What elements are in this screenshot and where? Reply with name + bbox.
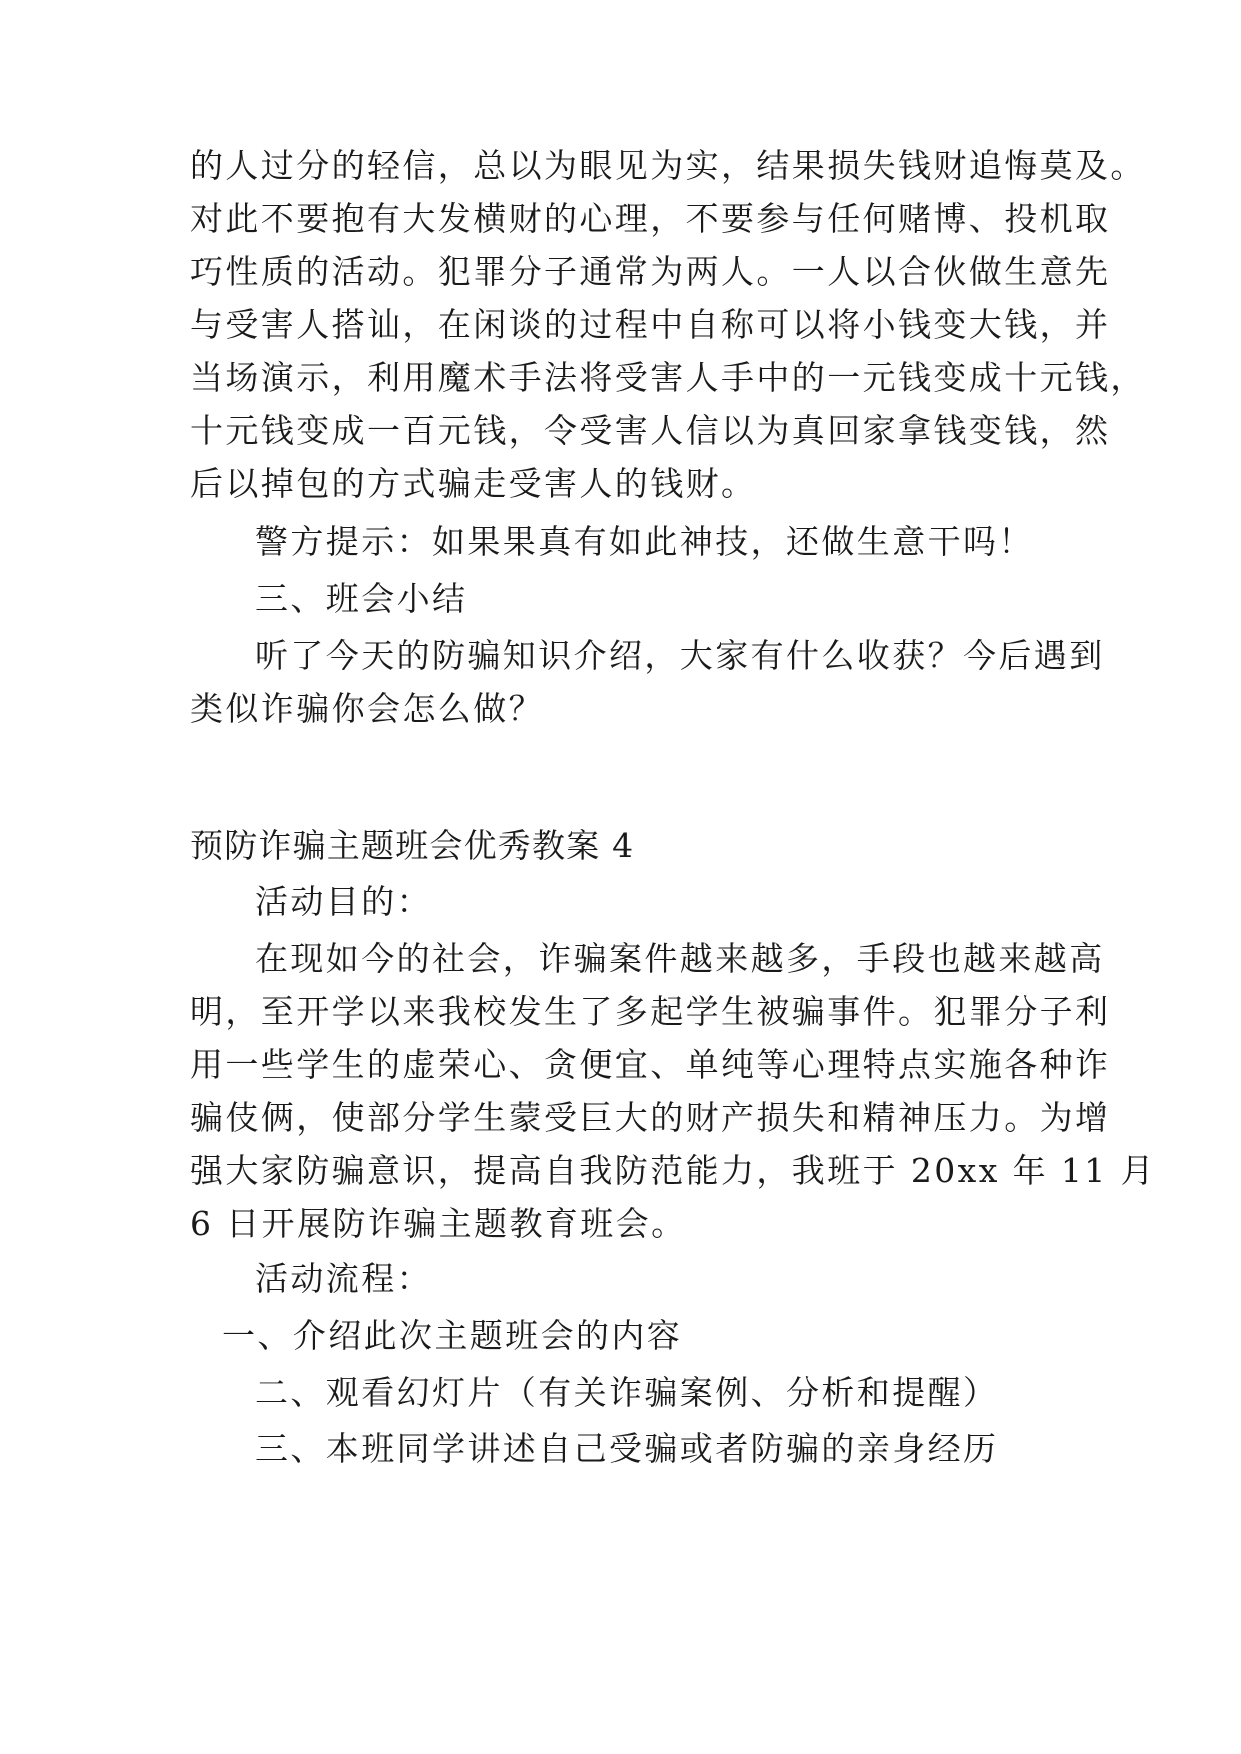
list-item: 三、本班同学讲述自己受骗或者防骗的亲身经历	[255, 1429, 999, 1468]
police-tip: 警方提示：如果果真有如此神技，还做生意干吗！	[255, 522, 1034, 561]
list-item: 一、介绍此次主题班会的内容	[222, 1316, 683, 1355]
paragraph-line: 当场演示，利用魔术手法将受害人手中的一元钱变成十元钱，	[190, 358, 1146, 397]
paragraph-line: 的人过分的轻信，总以为眼见为实，结果损失钱财追悔莫及。	[190, 146, 1146, 185]
paragraph-line: 后以掉包的方式骗走受害人的钱财。	[190, 464, 757, 503]
document-title: 预防诈骗主题班会优秀教案 4	[190, 826, 635, 865]
section-heading: 活动目的：	[255, 882, 432, 921]
paragraph-line: 类似诈骗你会怎么做？	[190, 689, 544, 728]
paragraph-line: 听了今天的防骗知识介绍，大家有什么收获？今后遇到	[255, 636, 1105, 675]
paragraph-line: 强大家防骗意识，提高自我防范能力，我班于 20xx 年 11 月	[190, 1151, 1156, 1190]
paragraph-line: 巧性质的活动。犯罪分子通常为两人。一人以合伙做生意先	[190, 252, 1111, 291]
list-item: 二、观看幻灯片（有关诈骗案例、分析和提醒）	[255, 1373, 999, 1412]
section-heading: 活动流程：	[255, 1259, 432, 1298]
paragraph-line: 对此不要抱有大发横财的心理，不要参与任何赌博、投机取	[190, 199, 1111, 238]
paragraph-line: 与受害人搭讪，在闲谈的过程中自称可以将小钱变大钱，并	[190, 305, 1111, 344]
paragraph-line: 用一些学生的虚荣心、贪便宜、单纯等心理特点实施各种诈	[190, 1045, 1111, 1084]
section-heading: 三、班会小结	[255, 579, 468, 618]
paragraph-line: 在现如今的社会，诈骗案件越来越多，手段也越来越高	[255, 939, 1105, 978]
paragraph-line: 十元钱变成一百元钱，令受害人信以为真回家拿钱变钱，然	[190, 411, 1111, 450]
paragraph-line: 6 日开展防诈骗主题教育班会。	[190, 1204, 687, 1243]
paragraph-line: 明，至开学以来我校发生了多起学生被骗事件。犯罪分子利	[190, 992, 1111, 1031]
paragraph-line: 骗伎俩，使部分学生蒙受巨大的财产损失和精神压力。为增	[190, 1098, 1111, 1137]
